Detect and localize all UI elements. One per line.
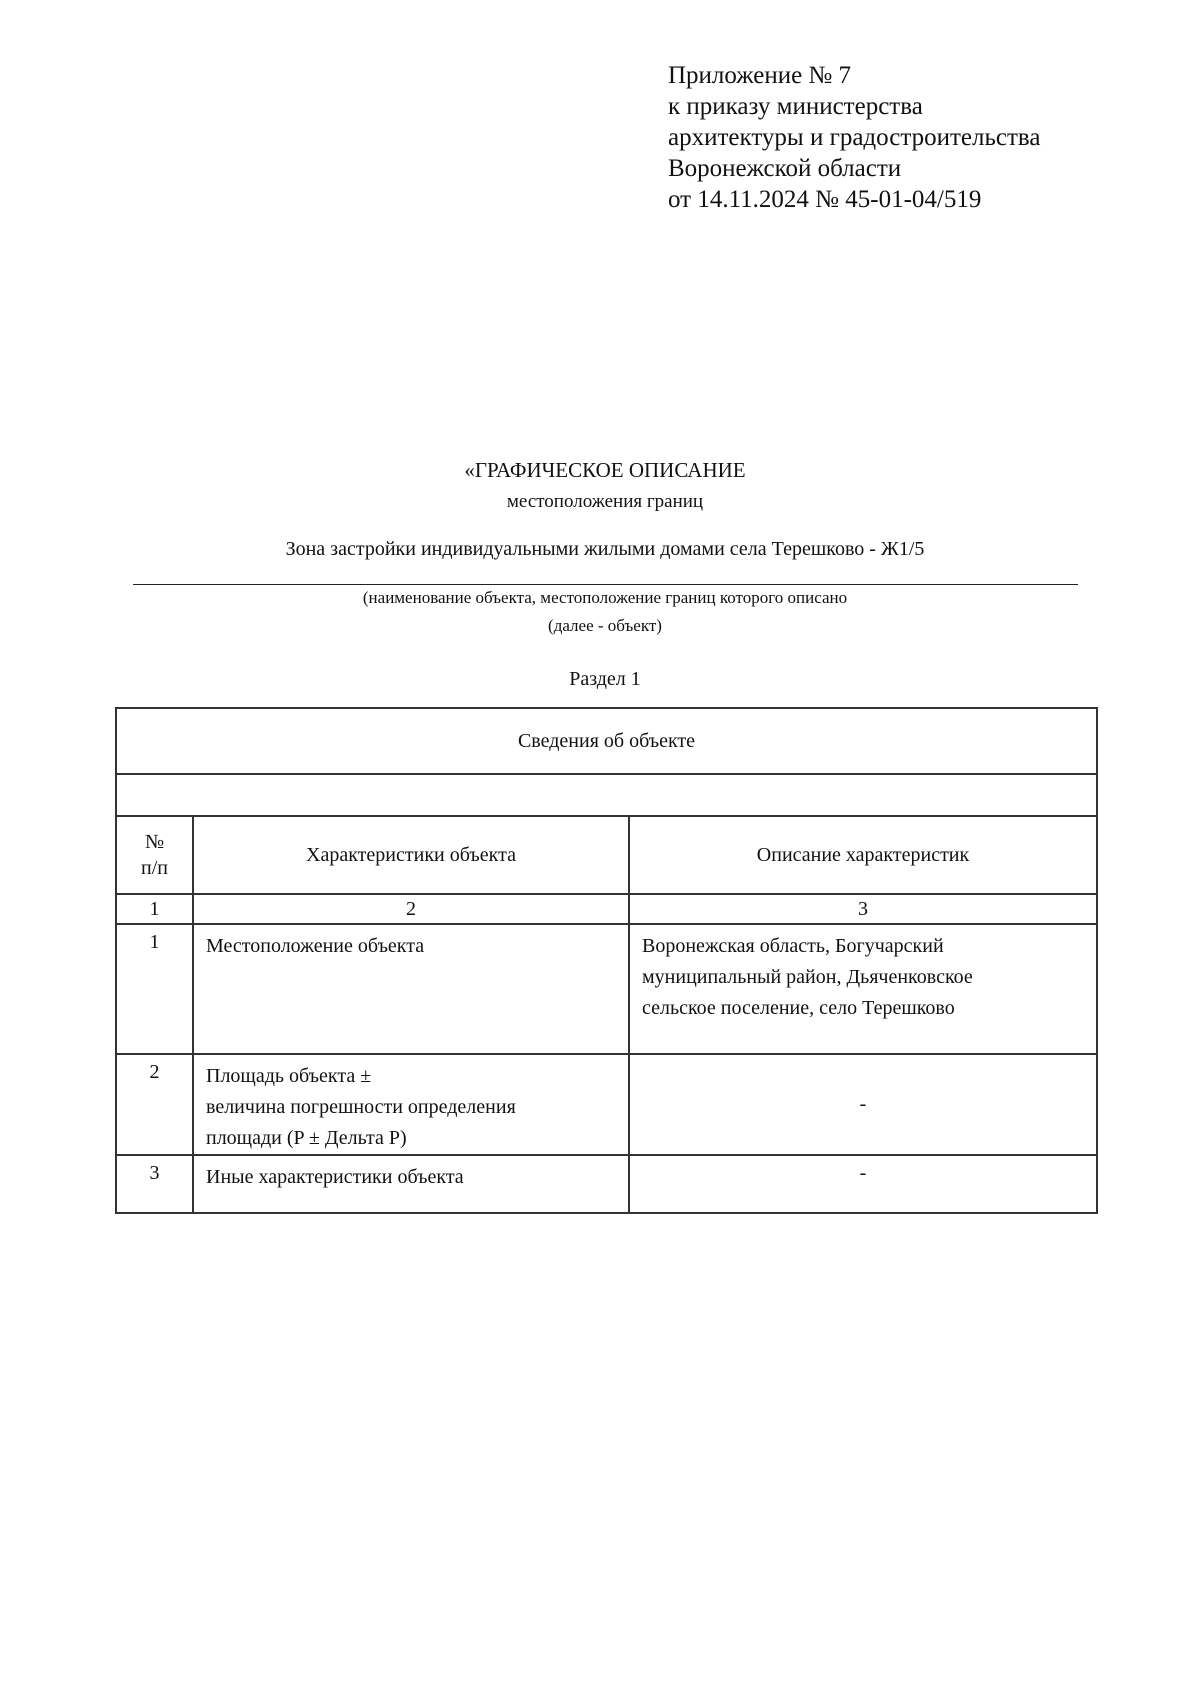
- row-characteristic-line: Местоположение объекта: [206, 935, 425, 957]
- table-empty-row: [116, 774, 1097, 816]
- appendix-line: к приказу министерства: [668, 93, 923, 120]
- row-characteristic-line: величина погрешности определения: [206, 1096, 516, 1118]
- column-header-num-line: №: [144, 831, 165, 853]
- column-header-characteristics: Характеристики объекта: [193, 816, 629, 894]
- row-characteristic-line: Иные характеристики объекта: [206, 1166, 464, 1188]
- row-description: -: [629, 1054, 1097, 1155]
- row-description-line: Воронежская область, Богучарский: [642, 935, 944, 957]
- column-header-num-line: п/п: [141, 857, 168, 879]
- object-name: Зона застройки индивидуальными жилыми домами села Терешково - Ж1/5: [285, 538, 925, 560]
- row-number: 2: [116, 1054, 193, 1155]
- appendix-block: [668, 60, 1040, 215]
- document-title: «ГРАФИЧЕСКОЕ ОПИСАНИЕ: [464, 458, 746, 482]
- table-row: [116, 924, 1097, 1054]
- table-caption-row: [116, 708, 1097, 774]
- table-header-row: [116, 816, 1097, 894]
- column-header-description: Описание характеристик: [629, 816, 1097, 894]
- object-info-table: [115, 707, 1098, 1214]
- appendix-line: Воронежской области: [668, 155, 902, 182]
- row-description: [629, 924, 1097, 1054]
- row-number: 3: [116, 1155, 193, 1213]
- object-name-note: (далее - объект): [548, 616, 662, 635]
- column-index: 2: [193, 894, 629, 924]
- table-row: [116, 1155, 1097, 1213]
- table-empty-cell: [116, 774, 1097, 816]
- section-heading: Раздел 1: [569, 668, 641, 690]
- row-characteristic: [193, 1155, 629, 1213]
- row-description: -: [629, 1155, 1097, 1213]
- row-number: 1: [116, 924, 193, 1054]
- row-characteristic: [193, 924, 629, 1054]
- column-index: 3: [629, 894, 1097, 924]
- appendix-line: от 14.11.2024 № 45-01-04/519: [668, 186, 982, 213]
- row-description-line: сельское поселение, село Терешково: [642, 997, 955, 1019]
- table-index-row: [116, 894, 1097, 924]
- appendix-line: Приложение № 7: [668, 62, 852, 89]
- appendix-line: архитектуры и градостроительства: [668, 124, 1041, 151]
- row-characteristic: [193, 1054, 629, 1155]
- row-characteristic-line: площади (P ± Дельта P): [206, 1127, 407, 1149]
- document-subtitle: местоположения границ: [506, 491, 704, 512]
- object-name-note: (наименование объекта, местоположение границ которого описано: [362, 588, 848, 607]
- row-characteristic-line: Площадь объекта ±: [206, 1065, 372, 1087]
- object-name-underline: [133, 584, 1078, 585]
- table-caption: Сведения об объекте: [116, 708, 1097, 774]
- table-row: [116, 1054, 1097, 1155]
- column-index: 1: [116, 894, 193, 924]
- row-description-line: муниципальный район, Дьяченковское: [642, 966, 973, 988]
- column-header-num: [116, 816, 193, 894]
